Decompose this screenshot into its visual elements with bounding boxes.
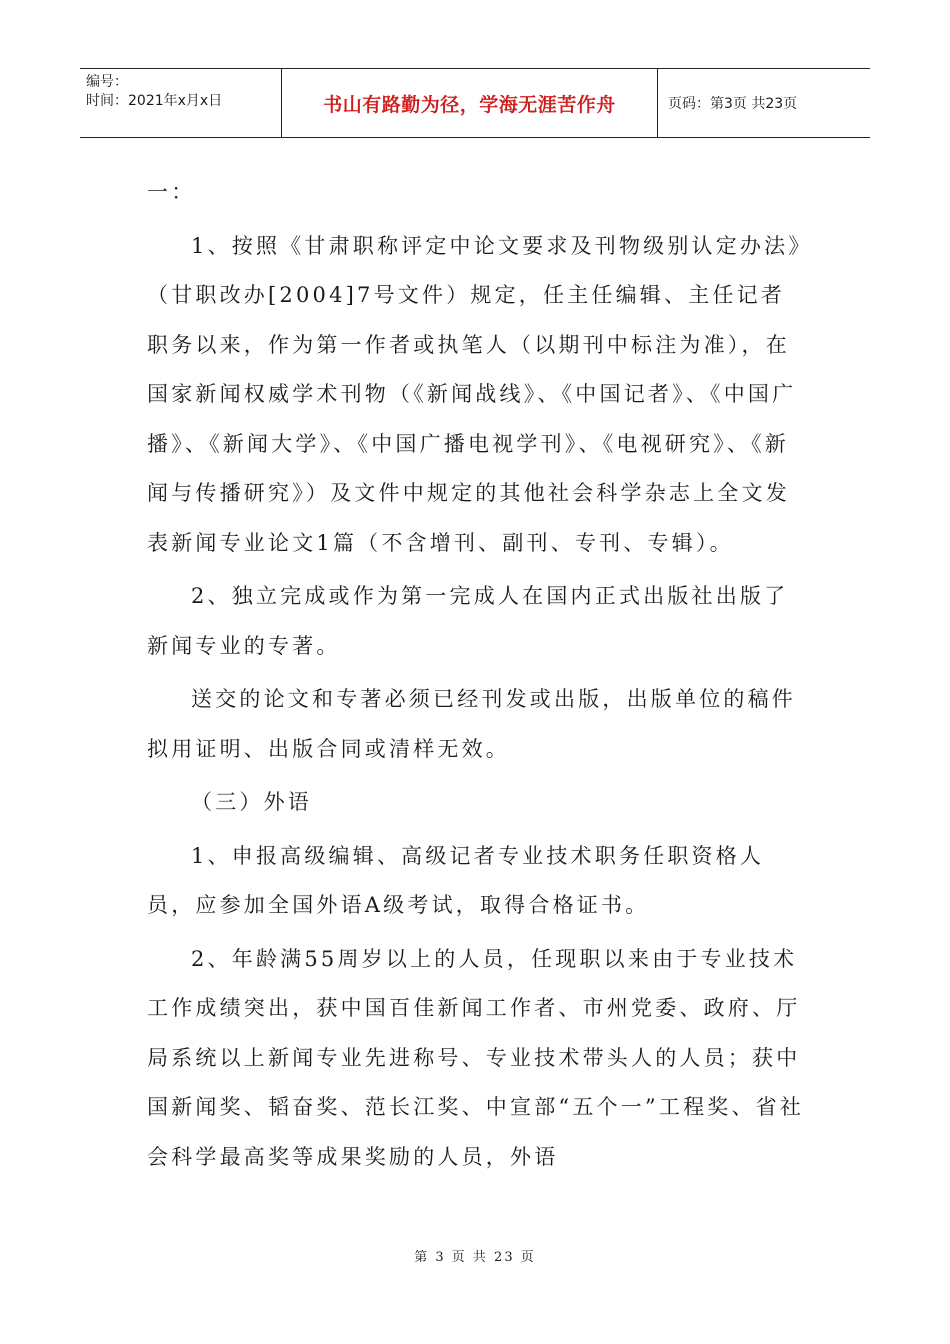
header-motto: 书山有路勤为径，学海无涯苦作舟 (282, 69, 658, 137)
paragraph-monograph-requirement: 2、独立完成或作为第一完成人在国内正式出版社出版了新闻专业的专著。 (147, 584, 789, 658)
document-body (147, 168, 807, 1182)
header-page-info: 页码：第3页 共23页 (668, 96, 798, 112)
paragraph-thesis-requirement: 1、按照《甘肃职称评定中论文要求及刊物级别认定办法》（甘职改办[2004]7号文件）规定，任主任编辑、主任记者职务以来，作为第一作者或执笔人（以期刊中标注为准），在国家新闻权威学术刊物（《新闻战线》、《中国记者》、《中国广播》、《新闻大学》、《中国广播电视学刊》、《电视研究》、《新闻与传播研究》）及文件中规定的其他社会科学杂志上全文发表新闻专业论文1篇（不含增刊、副刊、专刊、专辑）。 (147, 233, 803, 555)
page-footer: 第 3 页 共 23 页 (414, 1250, 536, 1265)
section-heading-foreign-language: （三）外语 (191, 790, 312, 814)
document-date: 时间：2021年x月x日 (86, 93, 223, 109)
paragraph-submission-note: 送交的论文和专著必须已经刊发或出版，出版单位的稿件拟用证明、出版合同或清样无效。 (147, 687, 796, 761)
paragraph-language-exam: 1、申报高级编辑、高级记者专业技术职务任职资格人员，应参加全国外语A级考试，取得合格证书。 (147, 843, 765, 917)
section-heading: 一： (147, 180, 196, 204)
page-header (80, 68, 870, 138)
header-meta (80, 69, 282, 137)
paragraph-age-exemption: 2、年龄满55周岁以上的人员，任现职以来由于专业技术工作成绩突出，获中国百佳新闻工作者、市州党委、政府、厅局系统以上新闻专业先进称号、专业技术带头人的人员；获中国新闻奖、韬奋奖、范长江奖、中宣部“五个一”工程奖、省社会科学最高奖等成果奖励的人员，外语 (147, 946, 805, 1169)
document-number-label: 编号： (86, 74, 128, 90)
